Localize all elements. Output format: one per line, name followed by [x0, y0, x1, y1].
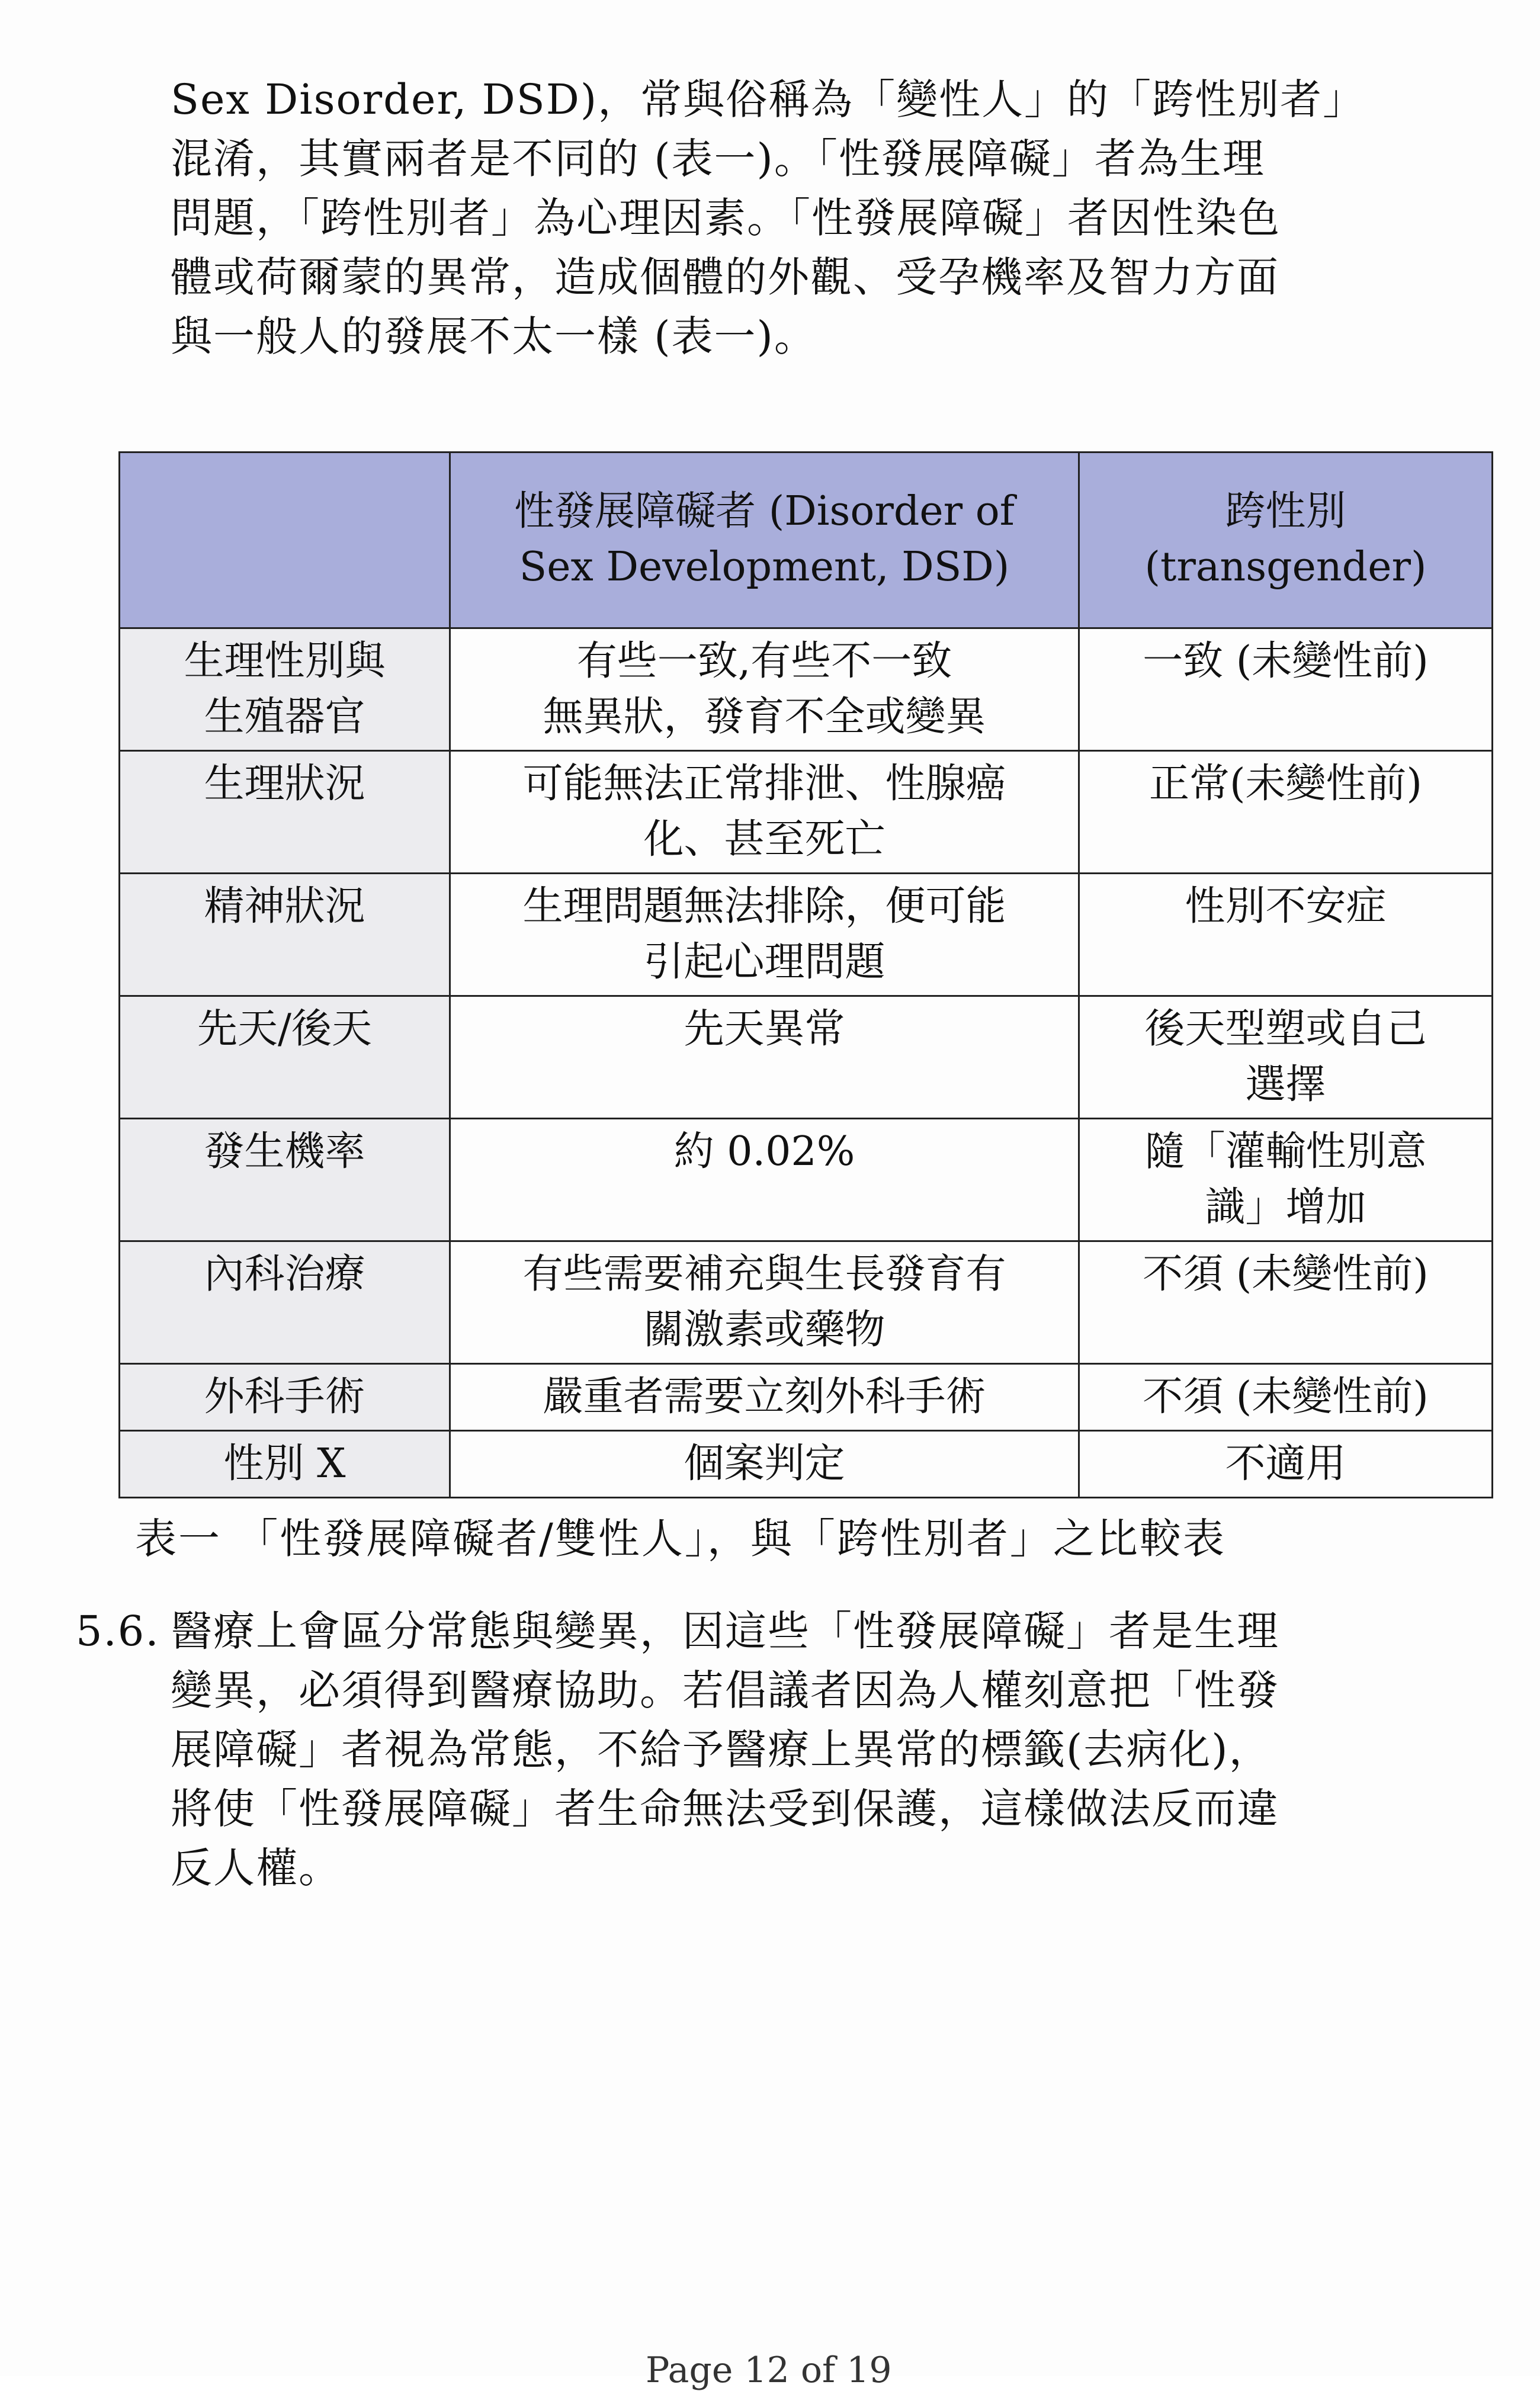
paragraph-line: 問題，「跨性別者」為心理因素。「性發展障礙」者因性染色 [171, 194, 1281, 242]
row-label-line: 性別 X [223, 1440, 346, 1487]
table-row [120, 1364, 1493, 1431]
header-empty-cell [120, 452, 450, 628]
table-row [120, 628, 1493, 751]
trans-cell [1079, 1431, 1493, 1498]
table-row [120, 1241, 1493, 1364]
paragraph-line: 體或荷爾蒙的異常，造成個體的外觀、受孕機率及智力方面 [171, 253, 1279, 301]
dsd-cell-line: 有些需要補充與生長發育有 [522, 1251, 1006, 1298]
row-label [120, 1431, 450, 1498]
dsd-cell [450, 1364, 1079, 1431]
dsd-cell-line: 個案判定 [684, 1440, 845, 1487]
paragraph-line: 反人權。 [171, 1844, 341, 1892]
header-trans-line2: (transgender) [1144, 544, 1427, 590]
trans-cell-line: 一致 (未變性前) [1143, 638, 1429, 685]
trans-cell [1079, 1241, 1493, 1364]
dsd-cell-line: 無異狀，發育不全或變異 [543, 694, 986, 740]
dsd-cell [450, 1119, 1079, 1241]
paragraph-line: 展障礙」者視為常態，不給予醫療上異常的標籤(去病化)， [171, 1725, 1272, 1774]
row-label-line: 外科手術 [204, 1373, 365, 1420]
dsd-cell-line: 生理問題無法排除，便可能 [522, 883, 1006, 930]
dsd-cell-line: 先天異常 [684, 1006, 845, 1052]
row-label-line: 內科治療 [204, 1251, 365, 1298]
paragraph-line: 變異，必須得到醫療協助。若倡議者因為人權刻意把「性發 [171, 1666, 1279, 1715]
row-label [120, 628, 450, 751]
dsd-cell-line: 約 0.02% [673, 1128, 855, 1175]
dsd-cell [450, 628, 1079, 751]
paragraph-line: Sex Disorder, DSD)，常與俗稱為「變性人」的「跨性別者」 [171, 75, 1366, 124]
table-row [120, 996, 1493, 1119]
header-trans-line1: 跨性別 [1225, 488, 1346, 535]
table-header-row [120, 452, 1493, 628]
trans-cell [1079, 1119, 1493, 1241]
trans-cell-line: 不須 (未變性前) [1143, 1373, 1429, 1420]
trans-cell-line: 不適用 [1225, 1440, 1346, 1487]
header-dsd-line2: Sex Development, DSD) [519, 544, 1010, 590]
trans-cell-line: 不須 (未變性前) [1143, 1251, 1429, 1298]
dsd-cell [450, 996, 1079, 1119]
page-footer: Page 12 of 19 [646, 2350, 892, 2391]
paragraph-line: 混淆，其實兩者是不同的 (表一)。「性發展障礙」者為生理 [171, 134, 1265, 183]
trans-cell-line: 隨「灌輸性別意 [1144, 1128, 1427, 1175]
comparison-table [118, 451, 1493, 1498]
row-label [120, 751, 450, 874]
dsd-cell-line: 嚴重者需要立刻外科手術 [543, 1373, 986, 1420]
paragraph-line: 醫療上會區分常態與變異，因這些「性發展障礙」者是生理 [171, 1607, 1279, 1655]
row-label-line: 生理性別與 [184, 638, 386, 685]
table-row [120, 874, 1493, 996]
table-caption: 表一 「性發展障礙者/雙性人」，與「跨性別者」之比較表 [135, 1514, 1226, 1563]
trans-cell [1079, 751, 1493, 874]
dsd-cell-line: 引起心理問題 [643, 939, 886, 986]
row-label-line: 生殖器官 [204, 694, 365, 740]
row-label [120, 1364, 450, 1431]
paragraph-line: 將使「性發展障礙」者生命無法受到保護，這樣做法反而違 [171, 1785, 1279, 1833]
trans-cell [1079, 1364, 1493, 1431]
row-label [120, 1119, 450, 1241]
row-label-line: 先天/後天 [197, 1006, 372, 1052]
dsd-cell [450, 1241, 1079, 1364]
trans-cell [1079, 628, 1493, 751]
intro-paragraph [171, 70, 1450, 366]
paragraph-line: 與一般人的發展不太一樣 (表一)。 [171, 312, 817, 361]
header-dsd [450, 452, 1079, 628]
trans-cell-line: 後天型塑或自己 [1144, 1006, 1427, 1052]
table-row [120, 1119, 1493, 1241]
trans-cell [1079, 996, 1493, 1119]
row-label-line: 精神狀況 [204, 883, 365, 930]
section-body [171, 1602, 1450, 1898]
trans-cell-line: 正常(未變性前) [1148, 760, 1423, 807]
dsd-cell-line: 化、甚至死亡 [643, 816, 886, 863]
trans-cell-line: 性別不安症 [1185, 883, 1387, 930]
trans-cell [1079, 874, 1493, 996]
dsd-cell [450, 874, 1079, 996]
row-label [120, 1241, 450, 1364]
header-dsd-line1: 性發展障礙者 (Disorder of [514, 488, 1015, 535]
trans-cell-line: 識」增加 [1205, 1184, 1366, 1231]
dsd-cell-line: 可能無法正常排泄、性腺癌 [522, 760, 1006, 807]
dsd-cell [450, 1431, 1079, 1498]
trans-cell-line: 選擇 [1245, 1061, 1326, 1108]
row-label-line: 發生機率 [204, 1128, 365, 1175]
section-number: 5.6. [76, 1607, 160, 1655]
header-transgender [1079, 452, 1493, 628]
table-row [120, 751, 1493, 874]
table-row [120, 1431, 1493, 1498]
row-label [120, 996, 450, 1119]
row-label [120, 874, 450, 996]
dsd-cell-line: 關激素或藥物 [643, 1307, 886, 1353]
dsd-cell [450, 751, 1079, 874]
row-label-line: 生理狀況 [204, 760, 365, 807]
dsd-cell-line: 有些一致,有些不一致 [576, 638, 952, 685]
